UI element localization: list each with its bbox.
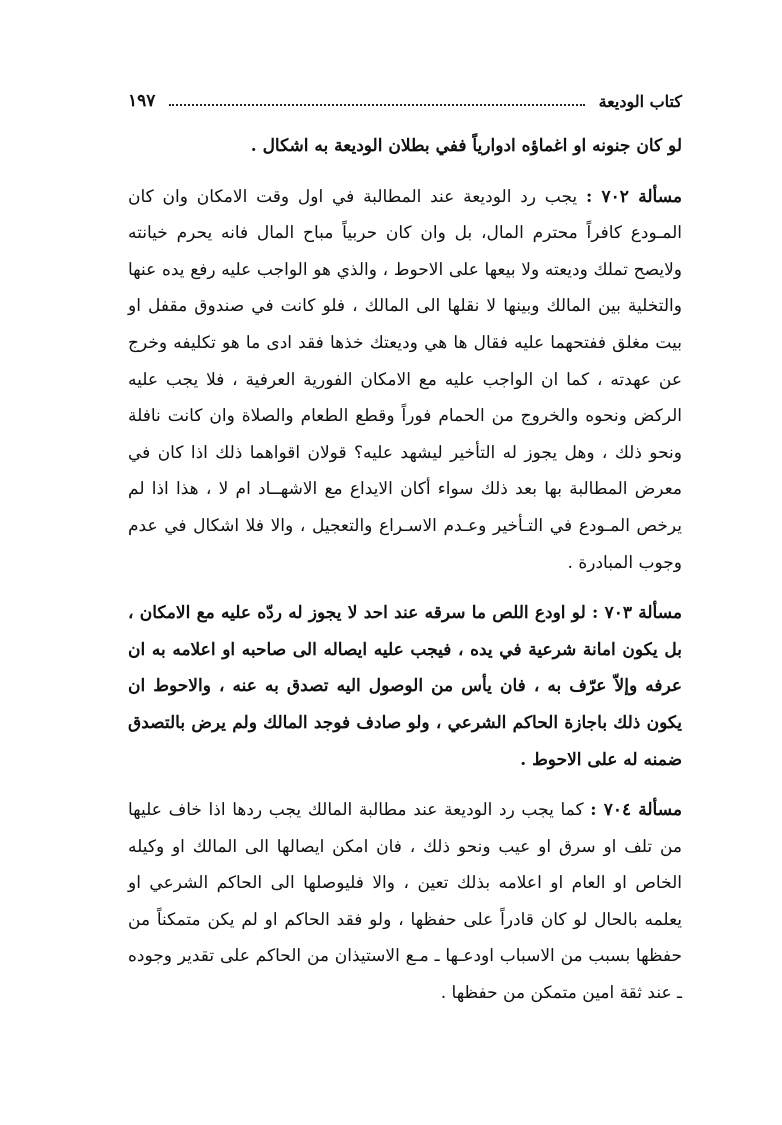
paragraph-text: يجب رد الوديعة عند المطالبة في اول وقت الامكان وان كان المـودع كافراً محترم المال، بل وان كان حربياً مباح المال فانه يحرم خيانته ولايصح تملك وديعته ولا بيعها على الاحوط ، والذي هو الواجب عليه رفع يده عنها والتخلية بين المالك وبينها لا نقلها الى المالك ، فلو كانت في صندوق مقفل او بيت مغلق ففتحهما عليه فقال ها هي وديعتك خذها فقد ادى ما هو تكليفه وخرج عن عهدته ، كما ان الواجب عليه مع الامكان الفورية العرفية ، فلا يجب عليه الركض ونحوه والخروج من الحمام فوراً وقطع الطعام والصلاة وان كانت نافلة ونحو ذلك ، وهل يجوز له التأخير ليشهد عليه؟ قولان اقواهما ذلك اذا كان في معرض المطالبة بها بعد ذلك سواء أكان الايداع مع الاشهــاد ام لا ، هذا اذا لم يرخص المـودع في التـأخير وعـدم الاسـراع والتعجيل ، والا فلا اشكال في عدم وجوب المبادرة . (128, 186, 682, 573)
paragraph-text: كما يجب رد الوديعة عند مطالبة المالك يجب ردها اذا خاف عليها من تلف او سرق او عيب ونحو ذلك ، فان امكن ايصالها الى المالك او وكيله الخاص او العام او اعلامه بذلك تعين ، والا فليوصلها الى الحاكم الشرعي او يعلمه بالحال لو كان قادراً على حفظها ، ولو فقد الحاكم او لم يكن متمكناً من حفظها بسبب من الاسباب اودعـها ـ مـع الاستيذان من الحاكم على تقدير وجوده ـ عند ثقة امين متمكن من حفظها . (128, 800, 682, 1004)
running-title: كتاب الوديعة (598, 91, 682, 111)
paragraph-masala-704 (128, 792, 682, 1012)
paragraph-masala-702 (128, 179, 682, 582)
masala-label: مسألة ٧٠٤ : (590, 800, 683, 821)
masala-label: مسألة ٧٠٢ : (585, 186, 682, 207)
dotted-leader (169, 104, 584, 106)
paragraph-text: لو كان جنونه او اغماؤه ادوارياً ففي بطلان الوديعة به اشكال . (250, 136, 682, 156)
paragraph-masala-703 (128, 595, 682, 778)
masala-label: مسألة ٧٠٣ : (592, 603, 682, 624)
page-body (128, 128, 682, 1026)
paragraph-continuation (128, 128, 682, 165)
paragraph-text: لو اودع اللص ما سرقه عند احد لا يجوز له ردّه عليه مع الامكان ، بل يكون امانة شرعية في يده ، فيجب عليه ايصاله الى صاحبه او اعلامه به ان عرفه وإلاّ عرّف به ، فان يأس من الوصول اليه تصدق به عنه ، والاحوط ان يكون ذلك باجازة الحاكم الشرعي ، ولو صادف فوجد المالك ولم يرض بالتصدق ضمنه له على الاحوط . (128, 603, 682, 770)
page-number: ١٩٧ (128, 91, 156, 111)
page-header (128, 86, 682, 116)
